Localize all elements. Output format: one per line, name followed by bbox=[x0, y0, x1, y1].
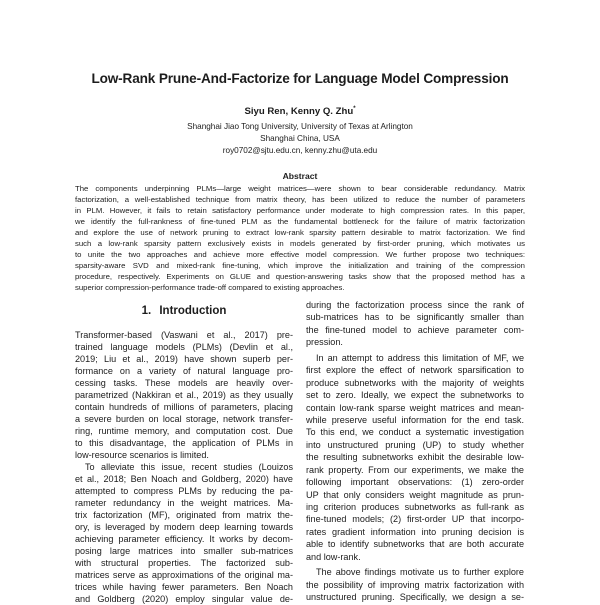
text-line: into unstructured pruning (UP) to study whether bbox=[306, 439, 524, 450]
abstract-line: we identify the full-rankness of fine-tuned PLM as the fundamental bottleneck for the failure of matrix factorization bbox=[75, 217, 525, 226]
text-line: low-resource scenarios is limited. bbox=[75, 450, 209, 460]
text-line: ring, runtime memory, and computation cost. Due bbox=[75, 426, 293, 436]
author-list bbox=[0, 106, 600, 117]
text-line: To this end, we conduct a systematic investigation bbox=[306, 427, 524, 438]
text-line: posing large matrices into smaller sub-matrices bbox=[75, 546, 293, 556]
text-line: attempted to compress PLMs by reducing the pa- bbox=[75, 486, 293, 496]
text-line: sub-matrices has to be significantly smaller than bbox=[306, 312, 524, 323]
text-line: with structural properties. The factorized sub- bbox=[75, 558, 293, 568]
text-line: the resulting subnetworks exhibit the desirable low- bbox=[306, 452, 524, 463]
abstract-line: to unite the two approaches and achieve more effective model compression. We further propose two techniques: bbox=[75, 250, 525, 259]
text-line: following important observations: (1) zero-order bbox=[306, 477, 524, 488]
text-line: and Goldberg (2020) employ singular value de- bbox=[75, 594, 293, 604]
paragraph bbox=[306, 566, 524, 603]
abstract-line: such a low-rank sparsity pattern exclusively exists in models generated by first-order pruning, which motivates us bbox=[75, 239, 525, 248]
paragraph bbox=[306, 299, 524, 349]
text-line: a severe burden on local storage, network transfer- bbox=[75, 414, 293, 424]
text-line: rameter redundancy in the weight matrices. Ma- bbox=[75, 498, 293, 508]
abstract-line: factorization, a well-established technique from matrix theory, has been utilized to reduce the number of parameters bbox=[75, 195, 525, 204]
text-line: parametrized (Nakkiran et al., 2019) as they usually bbox=[75, 390, 293, 400]
paper-title: Low-Rank Prune-And-Factorize for Language Model Compression bbox=[91, 71, 509, 86]
location: Shanghai China, USA bbox=[260, 134, 340, 143]
text-line: trix factorization (MF), originated from matrix the- bbox=[75, 510, 293, 520]
abstract-heading: Abstract bbox=[282, 171, 318, 181]
text-line: fine-tuned models; (2) first-order UP that incorpo- bbox=[306, 514, 524, 525]
text-line: unstructured pruning. Specifically, we design a se- bbox=[306, 592, 524, 603]
abstract-line: sparsity-aware SVD and mixed-rank fine-tuning, which improve the initialization and training of the compression bbox=[75, 261, 525, 270]
right-column bbox=[306, 299, 524, 604]
text-line: set to zero. Ideally, we expect the subnetworks to bbox=[306, 390, 524, 401]
paragraph bbox=[306, 352, 524, 563]
left-column bbox=[75, 329, 293, 605]
text-line: contain low-rank sparse weight matrices and mean- bbox=[306, 402, 524, 413]
text-line: the possibility of improving matrix factorization with bbox=[306, 579, 524, 590]
text-line: first explore the effect of network sparsification to bbox=[306, 365, 524, 376]
abstract-line: in PLM. However, it fails to retain satisfactory performance under moderate to high compression rates. In this paper, bbox=[75, 206, 525, 215]
text-line: to this disadvantage, the application of PLMs in bbox=[75, 438, 293, 448]
text-line: ory, is leveraged by modern deep learning towards bbox=[75, 522, 293, 532]
text-line: ing criterion produces subnetworks as full-rank as bbox=[306, 502, 524, 512]
text-line: cessing tasks. These models are heavily over- bbox=[75, 378, 293, 388]
author-emails: roy0702@sjtu.edu.cn, kenny.zhu@uta.edu bbox=[222, 146, 378, 155]
text-line: trices while having fewer parameters. Ben Noach bbox=[75, 582, 293, 592]
text-line: and low-rank. bbox=[306, 551, 361, 562]
text-line: rank property. From our experiments, we make the bbox=[306, 464, 524, 475]
abstract-line: superior compression-performance trade-off compared to existing approaches. bbox=[75, 283, 345, 292]
section-heading-introduction: 1. Introduction bbox=[141, 305, 227, 317]
paragraph bbox=[75, 329, 293, 461]
authors: Siyu Ren, Kenny Q. Zhu bbox=[244, 106, 354, 118]
text-line: able to identify subnetworks that are both accurate bbox=[306, 539, 524, 550]
corresponding-author-mark: * bbox=[353, 106, 356, 112]
text-line: achieving parameter efficiency. It works by decom- bbox=[75, 534, 293, 544]
text-line: produce subnetworks with the majority of weights bbox=[306, 377, 524, 388]
text-line: while preserve useful information for the end task. bbox=[306, 414, 524, 425]
text-line: the fine-tuned model to achieve parameter com- bbox=[306, 324, 524, 335]
text-line: during the factorization process since the rank of bbox=[306, 300, 524, 310]
text-line: matrices serve as approximations of the original ma- bbox=[75, 570, 293, 580]
text-line: rates gradient information into pruning decision is bbox=[306, 526, 524, 537]
text-line: To alleviate this issue, recent studies (Louizos bbox=[85, 462, 293, 472]
abstract-line: The components underpinning PLMs—large weight matrices—were shown to bear considerable redundancy. Matrix bbox=[75, 184, 525, 193]
text-line: 2019; Liu et al., 2019) have shown superb per- bbox=[75, 354, 293, 364]
text-line: In an attempt to address this limitation of MF, we bbox=[316, 352, 524, 363]
text-line: et al., 2018; Ben Noach and Goldberg, 2020) have bbox=[75, 474, 293, 484]
text-line: contain hundreds of millions of parameters, placing bbox=[75, 402, 293, 412]
text-line: Transformer-based (Vaswani et al., 2017) pre- bbox=[75, 330, 293, 340]
text-line: formance on a variety of natural language pro- bbox=[75, 366, 293, 376]
text-line: UP that only considers weight magnitude as prun- bbox=[306, 489, 524, 500]
text-line: trained language models (PLMs) (Devlin et al., bbox=[75, 342, 293, 352]
text-line: pression. bbox=[306, 337, 343, 348]
text-line: The above findings motivate us to further explore bbox=[316, 567, 524, 578]
affiliation: Shanghai Jiao Tong University, University of Texas at Arlington bbox=[187, 122, 413, 131]
abstract-line: and explore the use of network pruning to extract low-rank sparsity pattern desirable to matrix factorization. We find bbox=[75, 228, 525, 237]
abstract-body bbox=[75, 183, 525, 293]
abstract-line: procedure, respectively. Experiments on GLUE and question-answering tasks show that the proposed method has a bbox=[75, 272, 525, 281]
paragraph bbox=[75, 461, 293, 605]
